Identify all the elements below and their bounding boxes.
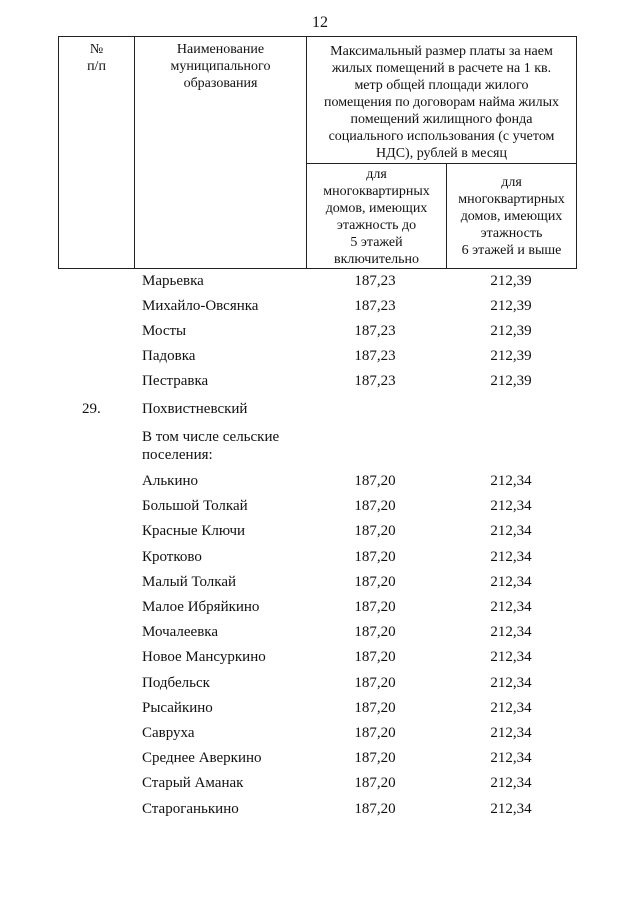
table-row bbox=[0, 270, 640, 292]
rate-up-to-5-floors: 187,20 bbox=[354, 750, 396, 767]
table-row bbox=[0, 747, 640, 769]
rate-6-floors-and-above: 212,34 bbox=[490, 775, 532, 792]
rate-6-floors-and-above: 212,34 bbox=[490, 498, 532, 515]
table-row bbox=[0, 672, 640, 694]
rate-6-floors-and-above: 212,34 bbox=[490, 548, 532, 565]
table-row bbox=[0, 596, 640, 618]
municipality-name: Малое Ибряйкино bbox=[142, 599, 260, 615]
rate-6-floors-and-above: 212,34 bbox=[490, 599, 532, 615]
rate-up-to-5-floors: 187,20 bbox=[354, 725, 396, 741]
rate-6-floors-and-above: 212,39 bbox=[490, 373, 532, 389]
rate-6-floors-and-above: 212,34 bbox=[490, 725, 532, 741]
table-row bbox=[0, 320, 640, 342]
municipality-name: Большой Толкай bbox=[142, 498, 248, 515]
table-row bbox=[0, 345, 640, 367]
rate-up-to-5-floors: 187,20 bbox=[354, 523, 396, 540]
header-col-sub2-text: для многоквартирных домов, имеющих этажность 6 этажей и выше bbox=[458, 175, 565, 258]
rate-up-to-5-floors: 187,20 bbox=[354, 775, 396, 792]
rate-up-to-5-floors: 187,20 bbox=[354, 800, 396, 817]
rate-up-to-5-floors: 187,20 bbox=[354, 674, 396, 691]
municipality-name: Подбельск bbox=[142, 674, 210, 691]
table-row bbox=[0, 722, 640, 744]
header-col-number bbox=[58, 36, 135, 269]
table-row bbox=[0, 646, 640, 668]
rate-up-to-5-floors: 187,20 bbox=[354, 649, 396, 666]
table-row bbox=[0, 621, 640, 643]
rate-up-to-5-floors: 187,20 bbox=[354, 624, 396, 641]
rate-6-floors-and-above: 212,34 bbox=[490, 674, 532, 691]
rate-6-floors-and-above: 212,39 bbox=[490, 348, 532, 364]
municipality-name: Мосты bbox=[142, 323, 187, 339]
rate-6-floors-and-above: 212,34 bbox=[490, 649, 532, 666]
rate-6-floors-and-above: 212,34 bbox=[490, 624, 532, 641]
rate-6-floors-and-above: 212,34 bbox=[490, 573, 532, 590]
rate-up-to-5-floors: 187,23 bbox=[354, 298, 396, 314]
district-number: 29. bbox=[82, 401, 101, 417]
header-col-group-text: Максимальный размер платы за наем жилых помещений в расчете на 1 кв. метр общей площади жилого помещения по договорам найма жилых помещений жилищного фонда социального использования (с учетом НДС), рублей в месяц bbox=[323, 44, 560, 161]
table-row bbox=[0, 546, 640, 568]
page-number: 12 bbox=[312, 14, 328, 31]
municipality-name: Старый Аманак bbox=[142, 775, 244, 792]
rate-6-floors-and-above: 212,39 bbox=[490, 273, 532, 289]
rate-6-floors-and-above: 212,34 bbox=[490, 473, 532, 489]
rate-6-floors-and-above: 212,34 bbox=[490, 750, 532, 767]
municipality-name: Рысайкино bbox=[142, 699, 213, 716]
municipality-name: Среднее Аверкино bbox=[142, 750, 262, 767]
rate-up-to-5-floors: 187,20 bbox=[354, 548, 396, 565]
table-row bbox=[0, 772, 640, 794]
rate-6-floors-and-above: 212,39 bbox=[490, 323, 532, 339]
municipality-name: Марьевка bbox=[142, 273, 204, 289]
header-col-group bbox=[306, 36, 577, 164]
header-col-sub2 bbox=[446, 163, 577, 269]
municipality-name: Савруха bbox=[142, 725, 195, 741]
rate-6-floors-and-above: 212,39 bbox=[490, 298, 532, 314]
municipality-name: Падовка bbox=[142, 348, 196, 364]
municipality-name: Алькино bbox=[142, 473, 199, 489]
rate-6-floors-and-above: 212,34 bbox=[490, 523, 532, 540]
municipality-name: Михайло-Овсянка bbox=[142, 298, 259, 314]
table-row bbox=[0, 470, 640, 492]
header-col-sub1 bbox=[306, 163, 447, 269]
rate-up-to-5-floors: 187,20 bbox=[354, 599, 396, 615]
rate-6-floors-and-above: 212,34 bbox=[490, 800, 532, 817]
header-col-number-text: № п/п bbox=[87, 42, 106, 74]
municipality-name: Кротково bbox=[142, 548, 202, 565]
municipality-name: Пестравка bbox=[142, 373, 209, 389]
table-row bbox=[0, 571, 640, 593]
district-row bbox=[0, 398, 640, 420]
table-row bbox=[0, 495, 640, 517]
district-name: Похвистневский bbox=[142, 401, 248, 417]
rate-up-to-5-floors: 187,20 bbox=[354, 699, 396, 716]
table-row bbox=[0, 520, 640, 542]
municipality-name: Мочалеевка bbox=[142, 624, 219, 641]
rate-up-to-5-floors: 187,23 bbox=[354, 348, 396, 364]
district-subtitle: В том числе сельские поселения: bbox=[142, 429, 280, 463]
municipality-name: Новое Мансуркино bbox=[142, 649, 266, 666]
table-row bbox=[0, 697, 640, 719]
header-col-sub1-text: для многоквартирных домов, имеющих этажность до 5 этажей включительно bbox=[323, 167, 430, 267]
rate-6-floors-and-above: 212,34 bbox=[490, 699, 532, 716]
table-row bbox=[0, 295, 640, 317]
table-row bbox=[0, 370, 640, 392]
rate-up-to-5-floors: 187,23 bbox=[354, 273, 396, 289]
rate-up-to-5-floors: 187,20 bbox=[354, 473, 396, 489]
municipality-name: Малый Толкай bbox=[142, 573, 237, 590]
municipality-name: Староганькино bbox=[142, 800, 239, 817]
rate-up-to-5-floors: 187,20 bbox=[354, 498, 396, 515]
rate-up-to-5-floors: 187,23 bbox=[354, 323, 396, 339]
table-row bbox=[0, 798, 640, 820]
header-col-name bbox=[134, 36, 307, 269]
rate-up-to-5-floors: 187,23 bbox=[354, 373, 396, 389]
rate-up-to-5-floors: 187,20 bbox=[354, 573, 396, 590]
municipality-name: Красные Ключи bbox=[142, 523, 246, 540]
header-col-name-text: Наименование муниципального образования bbox=[170, 42, 271, 91]
